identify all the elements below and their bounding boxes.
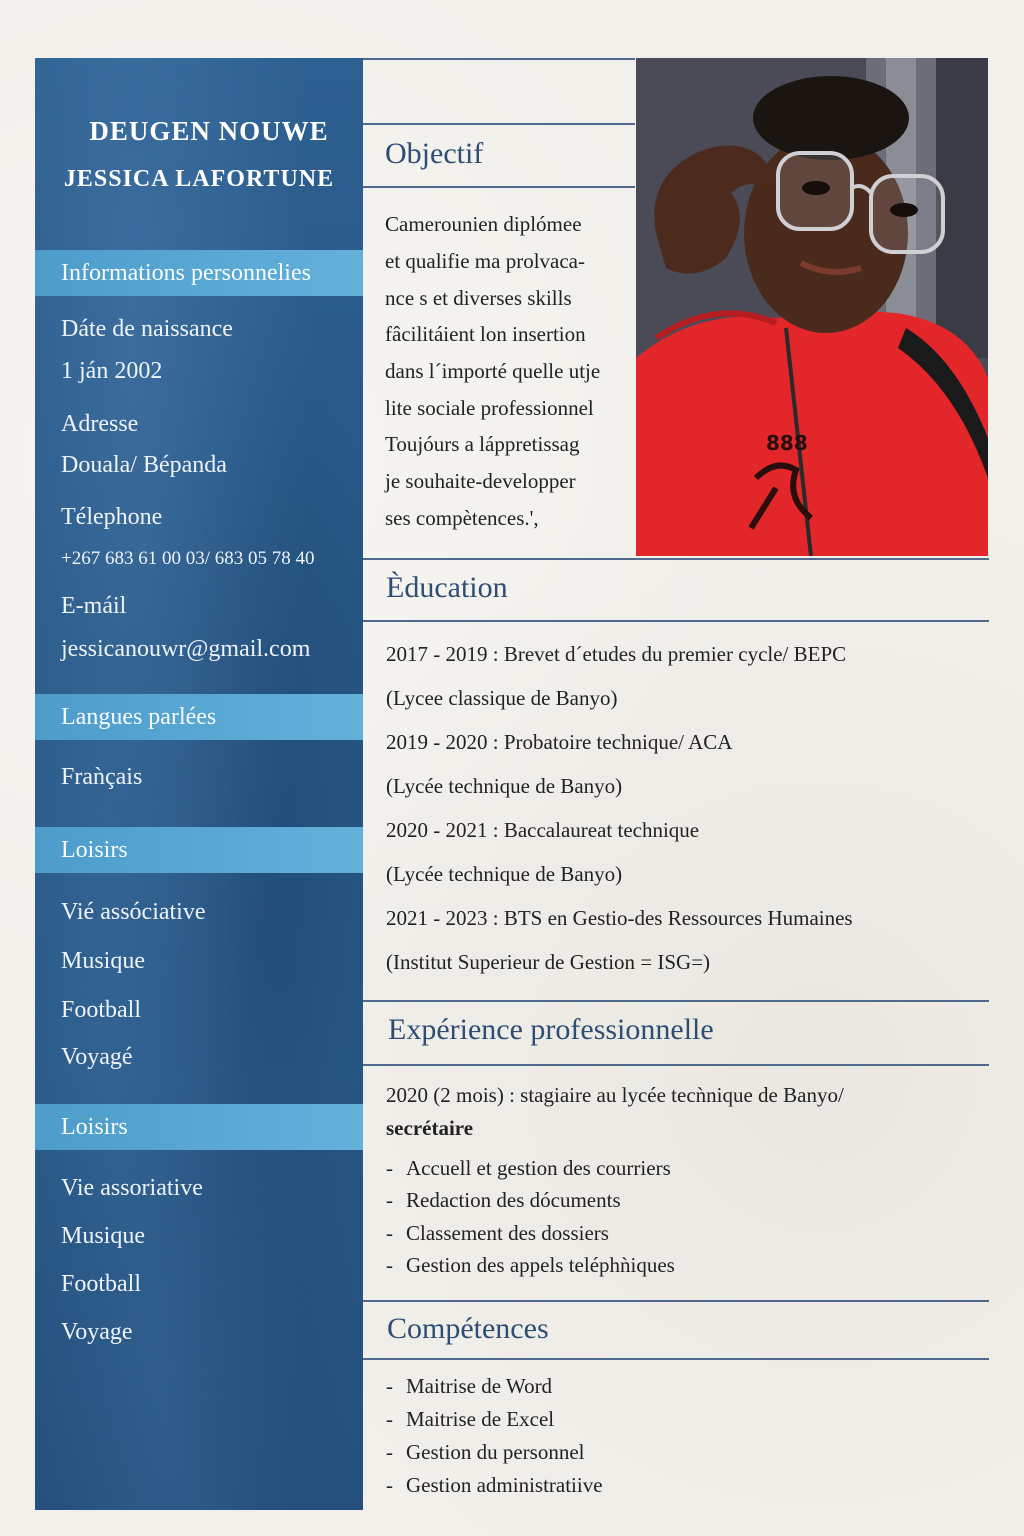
birth-label: Dáte de naissance [61, 316, 233, 342]
objective-line: dans l´importé quelle utje [385, 359, 601, 383]
objective-line: nce s et diverses skills [385, 286, 572, 310]
objective-line: fâcilitáient lon insertion [385, 322, 586, 346]
leisure-item: Football [61, 1271, 142, 1297]
profile-photo [636, 58, 988, 556]
education-heading: Èducation [386, 571, 508, 604]
divider [363, 58, 635, 60]
leisure-item: Football [61, 997, 142, 1023]
experience-heading: Expérience professionnelle [388, 1013, 714, 1046]
bullet-dash: - [386, 1440, 393, 1464]
objective-line: et qualifie ma prolvaca- [385, 249, 585, 273]
education-degree: Baccalaureat technique [503, 818, 700, 842]
experience-bullet: - Gestion des appels teléphǹiques [386, 1253, 675, 1277]
education-degree: Brevet d´etudes du premier cycle/ BEPC [503, 642, 847, 666]
education-years: 2020 - 2021 : [386, 818, 499, 842]
bullet-dash: - [386, 1374, 393, 1398]
divider [363, 123, 635, 125]
skill-bullet: - Gestion administratiive [386, 1473, 603, 1497]
bullet-dash: - [386, 1221, 393, 1245]
divider [363, 620, 989, 622]
leisure-header-2: Loisirs [35, 1104, 363, 1150]
email-value: jessicanouwr@gmail.com [61, 636, 311, 662]
education-degree: BTS en Gestio-des Ressources Humaines [503, 906, 853, 930]
svg-text:888: 888 [766, 431, 808, 455]
objective-line: je souhaite-developper [385, 469, 576, 493]
divider [363, 1358, 989, 1360]
objective-heading: Objectif [385, 137, 484, 170]
divider [363, 186, 635, 188]
birth-value: 1 ján 2002 [61, 358, 163, 384]
bullet-dash: - [386, 1188, 393, 1212]
phone-label: Télephone [61, 504, 163, 530]
experience-bullet: - Redaction des dócuments [386, 1188, 621, 1212]
bullet-dash: - [386, 1156, 393, 1180]
leisure-item: Musique [61, 1223, 145, 1249]
address-label: Adresse [61, 411, 139, 437]
education-entry [386, 642, 846, 667]
education-years: 2017 - 2019 : [386, 642, 499, 666]
leisure-item: Vie assoriative [61, 1175, 203, 1201]
education-entry [386, 906, 853, 931]
phone-value: +267 683 61 00 03/ 683 05 78 40 [61, 548, 315, 569]
education-entry [386, 818, 699, 843]
education-school: (Institut Superieur de Gestion = ISG=) [386, 950, 711, 974]
experience-role: secrétaire [386, 1116, 474, 1140]
education-years: 2019 - 2020 : [386, 730, 499, 754]
education-entry [386, 730, 732, 755]
languages-header: Langues parlées [35, 694, 363, 740]
email-label: E-máil [61, 593, 127, 619]
bullet-dash: - [386, 1407, 393, 1431]
leisure-item: Musique [61, 948, 145, 974]
divider [363, 1064, 989, 1066]
leisure-item: Voyagé [61, 1044, 133, 1070]
name-line-1: DEUGEN NOUWE [89, 116, 329, 146]
divider [363, 1000, 989, 1002]
divider [363, 1300, 989, 1302]
portrait-illustration [636, 58, 988, 556]
bullet-dash: - [386, 1253, 393, 1277]
skill-bullet: - Maitrise de Word [386, 1374, 553, 1398]
education-degree: Probatoire technique/ ACA [503, 730, 733, 754]
objective-line: Toujóurs a láppretissag [385, 432, 580, 456]
education-school: (Lycée technique de Banyo) [386, 862, 623, 886]
bullet-dash: - [386, 1473, 393, 1497]
address-value: Douala/ Bépanda [61, 452, 227, 478]
personal-info-header: Informations personnelies [35, 250, 363, 296]
leisure-item: Vié assóciative [61, 899, 206, 925]
skill-bullet: - Gestion du personnel [386, 1440, 585, 1464]
leisure-header-1: Loisirs [35, 827, 363, 873]
education-years: 2021 - 2023 : [386, 906, 499, 930]
experience-bullet: - Accuell et gestion des courriers [386, 1156, 671, 1180]
name-line-2: JESSICA LAFORTUNE [63, 166, 335, 192]
divider [363, 558, 989, 560]
education-school: (Lycée technique de Banyo) [386, 774, 623, 798]
experience-bullet: - Classement des dossiers [386, 1221, 609, 1245]
objective-line: ses compètences.', [385, 506, 539, 530]
sidebar [35, 58, 363, 1510]
objective-line: Camerounien diplómee [385, 212, 582, 236]
skill-bullet: - Maitrise de Excel [386, 1407, 555, 1431]
experience-intro: 2020 (2 mois) : stagiaire au lycée tecǹnique de Banyo/ [386, 1083, 844, 1107]
education-school: (Lycee classique de Banyo) [386, 686, 618, 710]
language-item: Fraǹçais [61, 764, 143, 790]
objective-line: lite sociale professionnel [385, 396, 594, 420]
leisure-item: Voyage [61, 1319, 133, 1345]
skills-heading: Compétences [387, 1312, 549, 1345]
